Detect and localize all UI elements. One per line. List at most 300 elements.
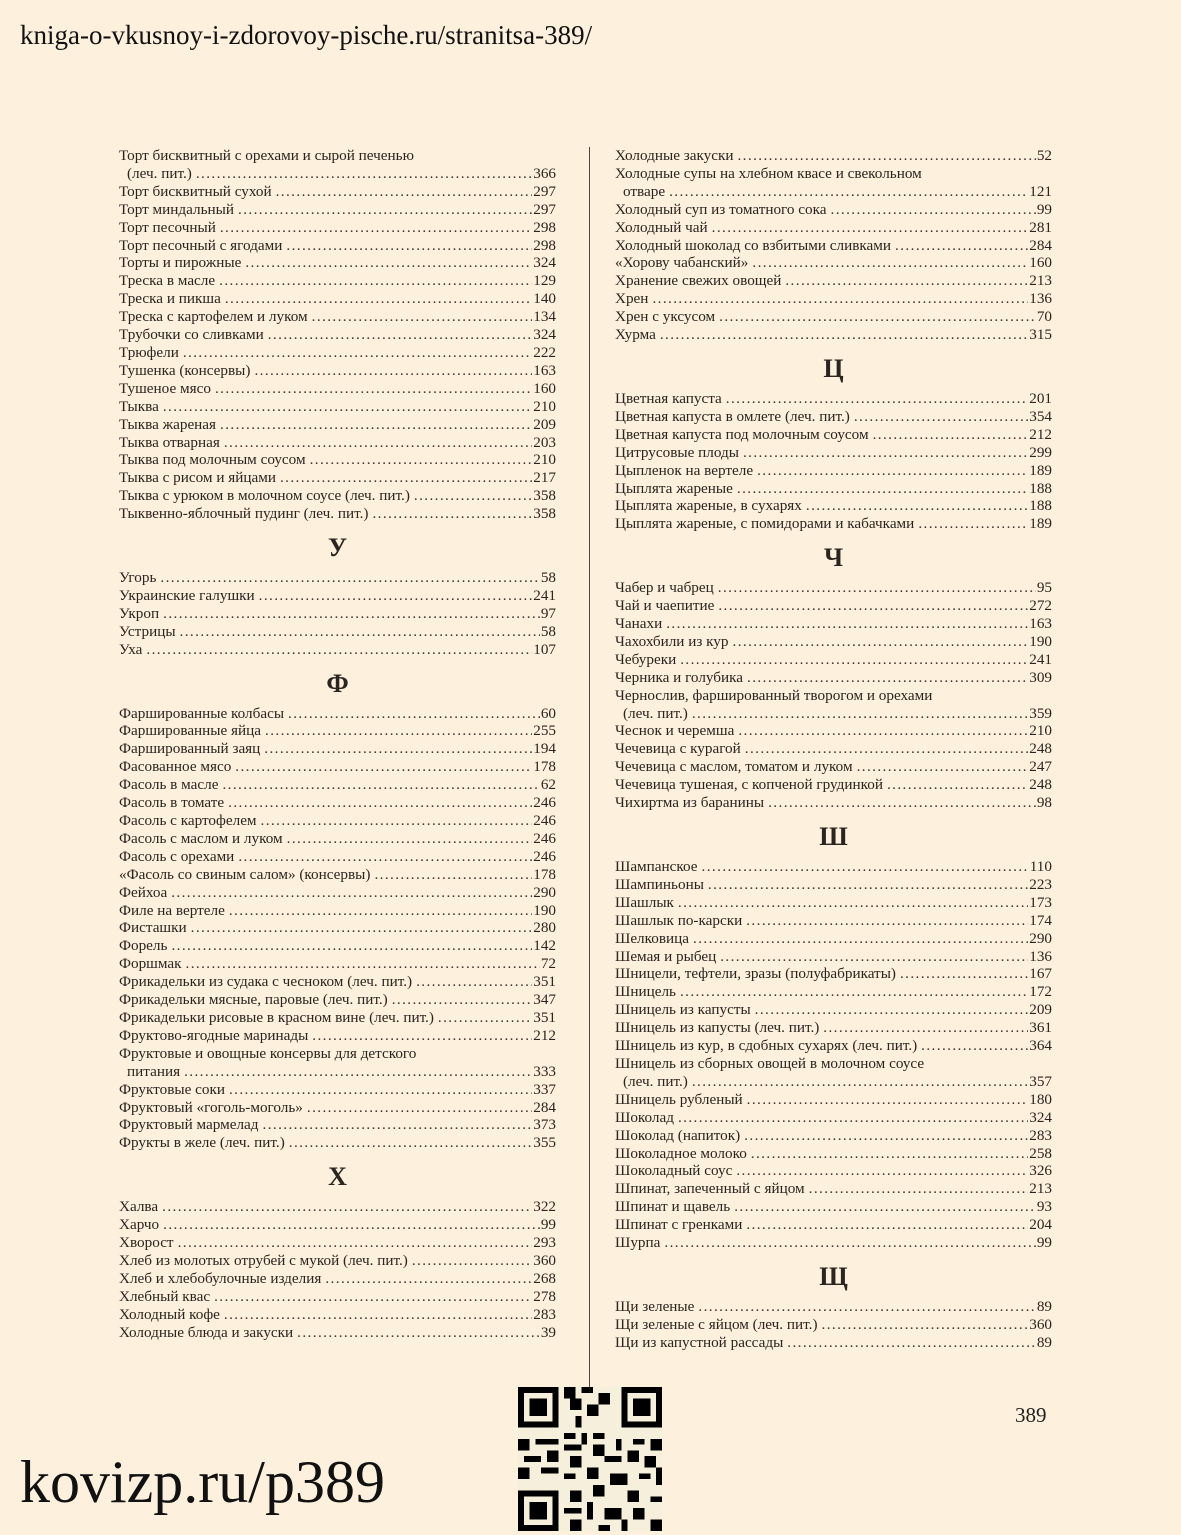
- leader-dots: [669, 183, 1028, 201]
- index-entry: Фаршированные яйца . . . 255: [119, 722, 556, 740]
- index-entry: Тыквенно-яблочный пудинг (леч. пит.) . . . 358: [119, 505, 556, 523]
- leader-dots: [163, 398, 532, 416]
- leader-dots: [831, 201, 1036, 219]
- index-column-right: [615, 147, 1052, 1352]
- index-entry: Хворост . . . 293: [119, 1234, 556, 1252]
- leader-dots: [666, 615, 1028, 633]
- page-ref: 178: [533, 865, 556, 883]
- leader-dots: [921, 1037, 1028, 1055]
- page-ref: 351: [533, 973, 556, 991]
- leader-dots: [698, 1298, 1035, 1316]
- index-entry: Хурма . . . 315: [615, 326, 1052, 344]
- index-entry: Чечевица тушеная, с копченой грудинкой . . . 248: [615, 776, 1052, 794]
- index-entry: «Фасоль со свиным салом» (консервы) . . . 178: [119, 866, 556, 884]
- leader-dots: [692, 1073, 1028, 1091]
- leader-dots: [171, 884, 532, 902]
- page-ref: 324: [533, 254, 556, 272]
- page-ref: 107: [533, 640, 556, 658]
- leader-dots: [652, 290, 1028, 308]
- page-ref: 136: [1029, 947, 1052, 965]
- page-ref: 284: [533, 1098, 556, 1116]
- index-entry: Чеснок и черемша . . . 210: [615, 722, 1052, 740]
- leader-dots: [196, 165, 532, 183]
- page-ref: 358: [533, 505, 556, 523]
- page-ref: 272: [1029, 597, 1052, 615]
- leader-dots: [225, 290, 532, 308]
- page-ref: 359: [1029, 704, 1052, 722]
- leader-dots: [900, 965, 1028, 983]
- page-ref: 95: [1036, 579, 1052, 597]
- index-entry: Фрукты в желе (леч. пит.) . . . 355: [119, 1134, 556, 1152]
- section-letter-heading: Ш: [819, 822, 848, 851]
- leader-dots: [680, 651, 1028, 669]
- leader-dots: [287, 830, 533, 848]
- page-ref: 99: [540, 1216, 556, 1234]
- page-ref: 129: [533, 272, 556, 290]
- leader-dots: [693, 930, 1028, 948]
- page-ref: 258: [1029, 1144, 1052, 1162]
- page-ref: 268: [533, 1269, 556, 1287]
- index-entry: Фруктово-ягодные маринады . . . 212: [119, 1027, 556, 1045]
- leader-dots: [887, 776, 1028, 794]
- index-entry: Шелковица . . . 290: [615, 930, 1052, 948]
- leader-dots: [259, 587, 533, 605]
- leader-dots: [180, 623, 540, 641]
- index-entry: Шоколад . . . 324: [615, 1109, 1052, 1127]
- leader-dots: [720, 948, 1028, 966]
- leader-dots: [228, 794, 532, 812]
- page-ref: 255: [533, 722, 556, 740]
- index-entry: Фасоль в масле . . . 62: [119, 776, 556, 794]
- index-entry: Хрен . . . 136: [615, 290, 1052, 308]
- page-ref: 298: [533, 236, 556, 254]
- leader-dots: [726, 390, 1028, 408]
- index-entry: Треска и пикша . . . 140: [119, 290, 556, 308]
- page-ref: 58: [540, 622, 556, 640]
- index-entry: Харчо . . . 99: [119, 1216, 556, 1234]
- page-ref: 241: [533, 586, 556, 604]
- page-ref: 351: [533, 1008, 556, 1026]
- index-entry: Угорь . . . 58: [119, 569, 556, 587]
- page-ref: 110: [1029, 858, 1052, 875]
- leader-dots: [245, 254, 532, 272]
- page-ref: 324: [1029, 1108, 1052, 1126]
- index-entry: Форель . . . 142: [119, 937, 556, 955]
- leader-dots: [895, 237, 1028, 255]
- leader-dots: [708, 876, 1028, 894]
- page-ref: 160: [533, 379, 556, 397]
- page-ref: 174: [1029, 911, 1052, 929]
- index-entry: Фасоль с маслом и луком . . . 246: [119, 830, 556, 848]
- page-ref: 337: [533, 1080, 556, 1098]
- leader-dots: [184, 1063, 532, 1081]
- index-entry: Фасованное мясо . . . 178: [119, 758, 556, 776]
- leader-dots: [660, 326, 1028, 344]
- index-entry: Устрицы . . . 58: [119, 623, 556, 641]
- page-ref: 97: [540, 604, 556, 622]
- index-entry: Шоколадный соус . . . 326: [615, 1162, 1052, 1180]
- page-ref: 62: [540, 776, 556, 794]
- index-entry-continuation: (леч. пит.) . . . 366: [119, 165, 556, 183]
- index-entry: Чебуреки . . . 241: [615, 651, 1052, 669]
- index-entry: Холодный шоколад со взбитыми сливками . . . 284: [615, 237, 1052, 255]
- leader-dots: [183, 344, 532, 362]
- page-ref: 209: [1029, 1001, 1052, 1019]
- index-entry: Тыква под молочным соусом . . . 210: [119, 451, 556, 469]
- index-entry: Цветная капуста . . . 201: [615, 390, 1052, 408]
- page-ref: 360: [533, 1251, 556, 1269]
- page-ref: 322: [533, 1198, 556, 1216]
- leader-dots: [743, 444, 1028, 462]
- section-letter-heading: У: [327, 533, 348, 563]
- leader-dots: [416, 973, 532, 991]
- page-ref: 163: [1029, 615, 1052, 633]
- page-ref: 290: [1029, 929, 1052, 947]
- page-ref: 89: [1036, 1333, 1052, 1351]
- index-entry: Шницели, тефтели, зразы (полуфабрикаты) . . . 167: [615, 965, 1052, 983]
- leader-dots: [160, 569, 539, 587]
- page-ref: 58: [540, 569, 556, 587]
- page-ref: 246: [533, 812, 556, 829]
- index-entry: Холодные супы на хлебном квасе и свекольном: [615, 164, 922, 182]
- index-entry: Шницель из кур, в сдобных сухарях (леч. пит.) . . . 364: [615, 1037, 1052, 1055]
- index-entry: Холодные закуски . . . 52: [615, 147, 1052, 165]
- index-entry: Фаршированные колбасы . . . 60: [119, 705, 556, 723]
- page-ref: 358: [533, 487, 556, 505]
- index-entry: Филе на вертеле . . . 190: [119, 902, 556, 920]
- page-ref: 324: [533, 326, 556, 344]
- page-ref: 210: [533, 397, 556, 415]
- index-entry: Щи из капустной рассады . . . 89: [615, 1334, 1052, 1352]
- index-entry: Фрикадельки мясные, паровые (леч. пит.) . . . 347: [119, 991, 556, 1009]
- index-entry: Фруктовый мармелад . . . 373: [119, 1116, 556, 1134]
- leader-dots: [678, 894, 1028, 912]
- page-ref: 203: [533, 433, 556, 451]
- page-ref: 315: [1029, 326, 1052, 344]
- leader-dots: [224, 1306, 532, 1324]
- leader-dots: [809, 1180, 1029, 1198]
- index-entry: Трюфели . . . 222: [119, 344, 556, 362]
- index-column-left: [119, 147, 556, 1341]
- leader-dots: [785, 272, 1028, 290]
- index-entry: Тыква . . . 210: [119, 398, 556, 416]
- page-ref: 121: [1029, 182, 1052, 200]
- leader-dots: [297, 1324, 540, 1342]
- index-entry: Торт бисквитный с орехами и сырой печенью: [119, 147, 414, 164]
- leader-dots: [692, 705, 1028, 723]
- page-ref: 52: [1036, 147, 1052, 164]
- leader-dots: [191, 919, 533, 937]
- leader-dots: [747, 669, 1028, 687]
- page-ref: 361: [1029, 1019, 1052, 1037]
- page-ref: 209: [533, 415, 556, 433]
- index-entry: Фруктовые соки . . . 337: [119, 1081, 556, 1099]
- index-entry: Чечевица с маслом, томатом и луком . . . 247: [615, 758, 1052, 776]
- page-ref: 333: [533, 1062, 556, 1080]
- index-entry: Торт песочный с ягодами . . . 298: [119, 237, 556, 255]
- leader-dots: [873, 426, 1029, 444]
- index-entry: Торт бисквитный сухой . . . 297: [119, 183, 556, 201]
- page-ref: 281: [1029, 218, 1052, 236]
- index-entry: Хлеб и хлебобулочные изделия . . . 268: [119, 1270, 556, 1288]
- leader-dots: [719, 308, 1036, 326]
- page-ref: 248: [1029, 776, 1052, 794]
- leader-dots: [734, 1198, 1036, 1216]
- index-entry: Шемая и рыбец . . . 136: [615, 948, 1052, 966]
- leader-dots: [325, 1270, 532, 1288]
- page-ref: 160: [1029, 254, 1052, 272]
- section-letter-heading: Ч: [823, 543, 844, 573]
- leader-dots: [392, 991, 533, 1009]
- index-entry: Цветная капуста в омлете (леч. пит.) . . . 354: [615, 408, 1052, 426]
- page-ref: 222: [533, 343, 556, 361]
- leader-dots: [219, 272, 532, 290]
- index-entry-continuation: (леч. пит.) . . . 357: [615, 1073, 1052, 1091]
- page-ref: 140: [533, 290, 556, 308]
- index-entry: Торт миндальный . . . 297: [119, 201, 556, 219]
- index-entry: Черника и голубика . . . 309: [615, 669, 1052, 687]
- page-ref: 280: [533, 919, 556, 937]
- page-ref: 98: [1036, 794, 1052, 812]
- index-entry: Фисташки . . . 280: [119, 919, 556, 937]
- leader-dots: [254, 362, 532, 380]
- leader-dots: [312, 308, 533, 326]
- index-entry: Цыплята жареные . . . 188: [615, 480, 1052, 498]
- page-ref: 248: [1029, 740, 1052, 758]
- page-ref: 39: [540, 1323, 556, 1341]
- page-ref: 213: [1029, 272, 1052, 290]
- index-entry: Фейхоа . . . 290: [119, 884, 556, 902]
- index-entry: Щи зеленые с яйцом (леч. пит.) . . . 360: [615, 1316, 1052, 1334]
- leader-dots: [414, 487, 532, 505]
- index-entry: Щи зеленые . . . 89: [615, 1298, 1052, 1316]
- leader-dots: [823, 1019, 1028, 1037]
- page-ref: 212: [1029, 425, 1052, 443]
- index-entry: Шампиньоны . . . 223: [615, 876, 1052, 894]
- index-entry: Холодный чай . . . 281: [615, 219, 1052, 237]
- leader-dots: [744, 1127, 1028, 1145]
- page-ref: 163: [533, 361, 556, 379]
- page-ref: 210: [533, 451, 556, 469]
- page-ref: 246: [533, 829, 556, 847]
- index-entry: Тыква с урюком в молочном соусе (леч. пит.) . . . 358: [119, 487, 556, 505]
- page-number: 389: [1015, 1403, 1047, 1427]
- leader-dots: [238, 848, 532, 866]
- index-entry: Тыква отварная . . . 203: [119, 434, 556, 452]
- leader-dots: [146, 641, 532, 659]
- leader-dots: [163, 605, 540, 623]
- index-entry: Фасоль в томате . . . 246: [119, 794, 556, 812]
- index-entry: Тушеное мясо . . . 160: [119, 380, 556, 398]
- page-ref: 217: [533, 469, 556, 487]
- index-entry: Шашлык . . . 173: [615, 894, 1052, 912]
- index-entry: Холодные блюда и закуски . . . 39: [119, 1324, 556, 1342]
- index-entry: Шпинат с гренками . . . 204: [615, 1216, 1052, 1234]
- leader-dots: [374, 866, 532, 884]
- leader-dots: [412, 1252, 532, 1270]
- index-entry: Треска с картофелем и луком . . . 134: [119, 308, 556, 326]
- page-ref: 188: [1029, 479, 1052, 497]
- leader-dots: [854, 408, 1028, 426]
- index-entry: Шпинат, запеченный с яйцом . . . 213: [615, 1180, 1052, 1198]
- page-ref: 210: [1029, 722, 1052, 740]
- leader-dots: [702, 858, 1029, 876]
- leader-dots: [224, 434, 532, 452]
- index-entry: Хранение свежих овощей . . . 213: [615, 272, 1052, 290]
- leader-dots: [229, 1081, 532, 1099]
- leader-dots: [222, 776, 539, 794]
- index-entry: Фруктовые и овощные консервы для детского: [119, 1044, 417, 1062]
- page-url: kniga-o-vkusnoy-i-zdorovoy-pische.ru/stranitsa-389/: [20, 20, 593, 50]
- leader-dots: [214, 1288, 532, 1306]
- index-entry: Укроп . . . 97: [119, 605, 556, 623]
- leader-dots: [737, 480, 1028, 498]
- page-ref: 99: [1036, 200, 1052, 218]
- index-entry: Шампанское . . . 110: [615, 858, 1052, 876]
- index-entry: Фрикадельки из судака с чесноком (леч. пит.) . . . 351: [119, 973, 556, 991]
- leader-dots: [738, 722, 1028, 740]
- leader-dots: [680, 983, 1028, 1001]
- index-entry: Шницель рубленый . . . 180: [615, 1091, 1052, 1109]
- leader-dots: [768, 794, 1036, 812]
- qr-code-icon: [518, 1387, 662, 1531]
- page-ref: 142: [533, 937, 556, 955]
- index-entry: Шашлык по-карски . . . 174: [615, 912, 1052, 930]
- index-entry: Шурпа . . . 99: [615, 1234, 1052, 1252]
- page-ref: 189: [1029, 461, 1052, 479]
- page-ref: 360: [1029, 1315, 1052, 1333]
- leader-dots: [310, 451, 533, 469]
- index-entry: Шницель из сборных овощей в молочном соусе: [615, 1054, 925, 1072]
- page-ref: 188: [1029, 497, 1052, 515]
- page-ref: 293: [533, 1234, 556, 1252]
- index-entry: Шоколад (напиток) . . . 283: [615, 1127, 1052, 1145]
- leader-dots: [265, 722, 532, 740]
- leader-dots: [163, 1216, 540, 1234]
- index-entry: Цветная капуста под молочным соусом . . . 212: [615, 426, 1052, 444]
- leader-dots: [806, 497, 1028, 515]
- index-entry: Цыплята жареные, в сухарях . . . 188: [615, 497, 1052, 515]
- short-url: kovizp.ru/p389: [20, 1449, 385, 1515]
- index-entry: Чихиртма из баранины . . . 98: [615, 794, 1052, 812]
- index-entry: Шницель . . . 172: [615, 983, 1052, 1001]
- page-ref: 134: [533, 308, 556, 326]
- page-ref: 355: [533, 1134, 556, 1152]
- leader-dots: [289, 1134, 532, 1152]
- page-ref: 93: [1036, 1198, 1052, 1216]
- page-ref: 178: [533, 758, 556, 776]
- leader-dots: [745, 740, 1028, 758]
- index-entry: Хрен с уксусом . . . 70: [615, 308, 1052, 326]
- leader-dots: [787, 1334, 1036, 1352]
- leader-dots: [263, 1116, 533, 1134]
- leader-dots: [264, 740, 532, 758]
- page-ref: 60: [540, 704, 556, 722]
- leader-dots: [276, 183, 533, 201]
- index-entry: Холодный кофе . . . 283: [119, 1306, 556, 1324]
- page-ref: 309: [1029, 668, 1052, 686]
- leader-dots: [822, 1316, 1029, 1334]
- index-entry-continuation: питания . . . 333: [119, 1063, 556, 1081]
- leader-dots: [261, 812, 533, 830]
- page-ref: 180: [1029, 1090, 1052, 1108]
- index-entry: Фрикадельки рисовые в красном вине (леч. пит.) . . . 351: [119, 1009, 556, 1027]
- page-ref: 89: [1036, 1297, 1052, 1315]
- page-ref: 172: [1029, 983, 1052, 1001]
- index-entry: Хлебный квас . . . 278: [119, 1288, 556, 1306]
- leader-dots: [755, 1001, 1029, 1019]
- index-entry: Хлеб из молотых отрубей с мукой (леч. пит.) . . . 360: [119, 1252, 556, 1270]
- leader-dots: [235, 758, 532, 776]
- page-ref: 298: [533, 218, 556, 236]
- page-ref: 189: [1029, 515, 1052, 533]
- leader-dots: [162, 1198, 532, 1216]
- page-ref: 173: [1029, 893, 1052, 911]
- page-ref: 99: [1036, 1234, 1052, 1252]
- index-entry: Тыква с рисом и яйцами . . . 217: [119, 469, 556, 487]
- column-divider: [589, 147, 590, 1387]
- leader-dots: [737, 147, 1035, 165]
- leader-dots: [186, 955, 540, 973]
- leader-dots: [220, 219, 532, 237]
- leader-dots: [918, 515, 1028, 533]
- page-ref: 373: [533, 1116, 556, 1134]
- index-entry: «Хорову чабанский» . . . 160: [615, 254, 1052, 272]
- index-entry: Тыква жареная . . . 209: [119, 416, 556, 434]
- index-entry: Шницель из капусты . . . 209: [615, 1001, 1052, 1019]
- leader-dots: [678, 1109, 1028, 1127]
- leader-dots: [718, 597, 1028, 615]
- index-entry: Украинские галушки . . . 241: [119, 587, 556, 605]
- leader-dots: [736, 1162, 1028, 1180]
- leader-dots: [747, 1091, 1029, 1109]
- index-entry: Тушенка (консервы) . . . 163: [119, 362, 556, 380]
- leader-dots: [857, 758, 1029, 776]
- leader-dots: [312, 1027, 532, 1045]
- section-letter-heading: Х: [328, 1162, 347, 1192]
- index-entry: Фаршированный заяц . . . 194: [119, 740, 556, 758]
- page-ref: 190: [533, 901, 556, 919]
- page-ref: 326: [1029, 1162, 1052, 1180]
- page-ref: 299: [1029, 443, 1052, 461]
- page-ref: 354: [1029, 407, 1052, 425]
- page-ref: 357: [1029, 1072, 1052, 1090]
- index-entry: Цыплята жареные, с помидорами и кабачками . . . 189: [615, 515, 1052, 533]
- page-ref: 347: [533, 991, 556, 1009]
- leader-dots: [718, 579, 1036, 597]
- leader-dots: [307, 1099, 532, 1117]
- leader-dots: [171, 937, 532, 955]
- leader-dots: [372, 505, 532, 523]
- index-entry: Чанахи . . . 163: [615, 615, 1052, 633]
- leader-dots: [229, 902, 532, 920]
- page-ref: 290: [533, 883, 556, 901]
- leader-dots: [751, 1145, 1028, 1163]
- index-entry: Торт песочный . . . 298: [119, 219, 556, 237]
- page-ref: 194: [533, 740, 556, 758]
- index-entry: Фасоль с орехами . . . 246: [119, 848, 556, 866]
- page-ref: 241: [1029, 650, 1052, 668]
- index-entry: Чай и чаепитие . . . 272: [615, 597, 1052, 615]
- leader-dots: [238, 201, 532, 219]
- section-letter-heading: Ц: [823, 353, 844, 383]
- index-entry: Цитрусовые плоды . . . 299: [615, 444, 1052, 462]
- leader-dots: [286, 237, 532, 255]
- index-entry: Холодный суп из томатного сока . . . 99: [615, 201, 1052, 219]
- page-ref: 212: [533, 1026, 556, 1044]
- leader-dots: [752, 254, 1028, 272]
- page-ref: 278: [533, 1287, 556, 1305]
